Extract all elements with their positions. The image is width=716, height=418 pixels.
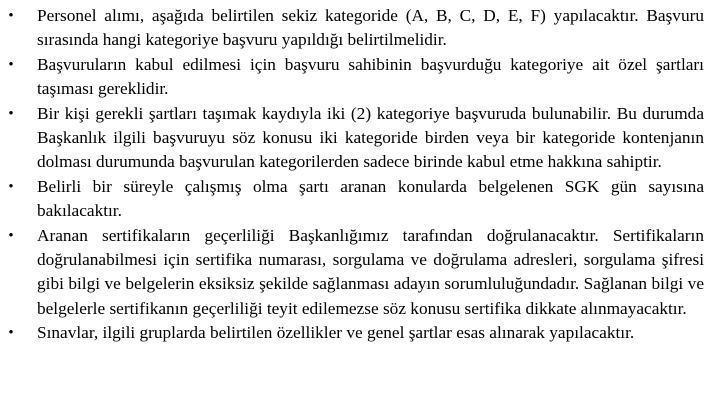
list-item: [0, 175, 716, 224]
list-item: [0, 224, 716, 322]
list-item: [0, 53, 716, 102]
list-item-text: Belirli bir süreyle çalışmış olma şartı aranan konularda belgelenen SGK gün sayısına bakılacaktır.: [37, 176, 704, 221]
bullet-icon: •: [8, 105, 14, 122]
list-item: [0, 4, 716, 53]
list-item: [0, 321, 716, 345]
bullet-icon: •: [8, 227, 14, 244]
requirements-list: [0, 4, 716, 346]
list-item-text: Personel alımı, aşağıda belirtilen sekiz kategoride (A, B, C, D, E, F) yapılacaktır. Başvuru sırasında hangi kategoriye başvuru yapıldığı belirtilmelidir.: [37, 6, 704, 50]
list-item-text: Bir kişi gerekli şartları taşımak kaydıyla iki (2) kategoriye başvuruda bulunabilir. Bu durumda Başkanlık ilgili başvuruyu söz konusu iki kategoride birden veya bir kategoride kontenjanın dolması durumunda başvurulan kategorilerden sadece birinde kabul etme hakkına sahiptir.: [37, 103, 704, 172]
bullet-icon: •: [8, 56, 14, 73]
bullet-icon: •: [8, 8, 14, 24]
document-body: [0, 4, 716, 346]
list-item: [0, 102, 716, 175]
bullet-icon: •: [8, 178, 14, 195]
bullet-icon: •: [8, 325, 14, 342]
list-item-text: Aranan sertifikaların geçerliliği Başkanlığımız tarafından doğrulanacaktır. Sertifikaların doğrulanabilmesi için sertifika numarası, sorgulama ve doğrulama adresleri, sorgulama şifresi gibi bilgi ve belgelerin eksiksiz şekilde sağlanması adayın sorumluluğundadır. Sağlanan bilgi ve belgelerle sertifikanın geçerliliği teyit edilemezse söz konusu sertifika dikkate alınmayacaktır.: [37, 225, 704, 318]
list-item-text: Sınavlar, ilgili gruplarda belirtilen özellikler ve genel şartlar esas alınarak yapılacaktır.: [37, 323, 635, 343]
list-item-text: Başvuruların kabul edilmesi için başvuru sahibinin başvurduğu kategoriye ait özel şartları taşıması gereklidir.: [37, 54, 704, 99]
